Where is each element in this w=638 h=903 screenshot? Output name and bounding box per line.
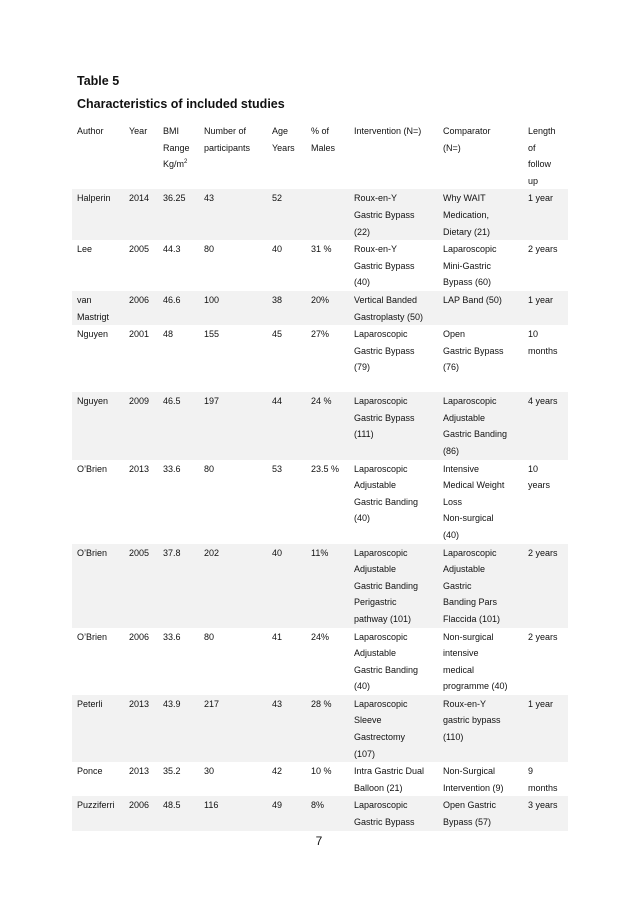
cell-line: Adjustable [354,480,397,491]
table-body [72,189,568,830]
cell-line: Roux-en-Y [354,244,398,255]
cell-comparator [438,189,523,240]
cell-line: Vertical Banded [354,294,418,305]
cell-length [523,460,568,544]
cell-line: Roux-en-Y [354,193,398,204]
cell-line: Mini-Gastric [443,260,492,271]
cell-age: 40 [267,544,306,628]
cell-line: Bypass (60) [443,277,492,288]
cell-line: (N=) [443,142,461,153]
cell-line: Why WAIT [443,193,486,204]
cell-line: 2 years [528,631,558,642]
cell-line: Laparoscopic [354,800,408,811]
cell-comparator [438,695,523,762]
cell-line: Medication, [443,209,490,220]
cell-length [523,796,568,830]
cell-age: 53 [267,460,306,544]
cell-line: Non-surgical [443,631,494,642]
cell-participants: 80 [199,460,267,544]
cell-author [72,325,124,392]
cell-line: Adjustable [354,648,397,659]
cell-author [72,240,124,291]
cell-line: Roux-en-Y [443,698,487,709]
header-year [124,122,158,189]
cell-bmi: 33.6 [158,628,199,695]
cell-bmi: 35.2 [158,762,199,796]
cell-age: 44 [267,392,306,459]
cell-line: (40) [354,277,371,288]
cell-line: intensive [443,648,479,659]
cell-comparator [438,325,523,392]
cell-line: Males [311,142,336,153]
cell-males: 10 % [306,762,349,796]
cell-line: Laparoscopic [443,396,497,407]
cell-length [523,392,568,459]
cell-line: Laparoscopic [443,244,497,255]
cell-males: 24% [306,628,349,695]
cell-line: Balloon (21) [354,782,403,793]
cell-bmi: 33.6 [158,460,199,544]
cell-participants: 202 [199,544,267,628]
cell-line: 1 year [528,294,554,305]
cell-line: (79) [354,362,371,373]
cell-year: 2014 [124,189,158,240]
cell-line: gastric bypass [443,715,501,726]
cell-line: Laparoscopic [354,396,408,407]
cell-line: 1 year [528,698,554,709]
cell-line: Non-surgical [443,513,494,524]
cell-intervention [349,796,438,830]
cell-bmi: 48.5 [158,796,199,830]
cell-comparator [438,460,523,544]
cell-line: 2 years [528,244,558,255]
cell-line: Halperin [77,193,111,204]
cell-intervention [349,628,438,695]
cell-line: (40) [354,513,371,524]
cell-males: 20% [306,291,349,325]
cell-line: Gastric Bypass [443,345,504,356]
cell-line: Medical Weight [443,480,505,491]
cell-line: Open Gastric [443,800,497,811]
cell-length [523,291,568,325]
header-comparator [438,122,523,189]
cell-line: Length [528,126,556,136]
cell-males: 31 % [306,240,349,291]
header-author [72,122,124,189]
cell-line: months [528,782,558,793]
table-caption: Characteristics of included studies [77,97,285,111]
cell-intervention [349,291,438,325]
cell-length [523,628,568,695]
cell-bmi: 43.9 [158,695,199,762]
cell-line: Dietary (21) [443,226,491,237]
cell-author [72,695,124,762]
cell-author [72,392,124,459]
cell-author [72,460,124,544]
cell-comparator [438,796,523,830]
cell-length [523,544,568,628]
cell-age: 41 [267,628,306,695]
page-number: 7 [315,834,323,848]
cell-line: months [528,345,558,356]
cell-year: 2013 [124,762,158,796]
cell-line: Nguyen [77,329,109,340]
cell-line: Laparoscopic [354,631,408,642]
cell-bmi: 48 [158,325,199,392]
cell-line: Gastric Banding [354,580,419,591]
cell-line: Gastrectomy [354,732,406,743]
cell-line: Open [443,329,466,340]
cell-line: Banding Pars [443,597,498,608]
cell-line: Year [129,126,148,136]
cell-comparator [438,392,523,459]
cell-year: 2006 [124,796,158,830]
cell-participants: 80 [199,240,267,291]
cell-intervention [349,460,438,544]
cell-year: 2006 [124,291,158,325]
cell-line: follow [528,159,552,170]
header-length [523,122,568,189]
cell-line: Sleeve [354,715,382,726]
cell-length [523,695,568,762]
cell-line: 10 [528,329,539,340]
header-bmi [158,122,199,189]
cell-length [523,189,568,240]
cell-participants: 155 [199,325,267,392]
cell-line: Age [272,126,289,136]
cell-author [72,628,124,695]
cell-line: (110) [443,732,464,743]
cell-line: Gastric Bypass [354,260,415,271]
cell-males: 28 % [306,695,349,762]
cell-line: Peterli [77,698,103,709]
cell-line: programme (40) [443,681,508,692]
cell-age: 42 [267,762,306,796]
cell-line: Adjustable [354,564,397,575]
cell-line: Gastric Bypass [354,209,415,220]
cell-line: Gastroplasty (50) [354,311,424,322]
cell-author [72,762,124,796]
cell-intervention [349,762,438,796]
cell-year: 2005 [124,544,158,628]
table-row [72,325,568,392]
cell-line: Adjustable [443,564,486,575]
table-row [72,189,568,240]
cell-males: 8% [306,796,349,830]
cell-participants: 43 [199,189,267,240]
cell-age: 38 [267,291,306,325]
cell-intervention [349,544,438,628]
cell-line: Gastric Banding [354,664,419,675]
table-row [72,240,568,291]
cell-age: 45 [267,325,306,392]
cell-line: 2 years [528,547,558,558]
cell-line: Range [163,142,190,153]
table-row [72,291,568,325]
cell-participants: 100 [199,291,267,325]
table-row [72,695,568,762]
cell-line: (76) [443,362,460,373]
table-row [72,796,568,830]
cell-line: of [528,142,536,153]
cell-line: Intervention (N=) [354,126,422,136]
cell-line: Intensive [443,463,480,474]
cell-line: Non-Surgical [443,766,496,777]
header-age [267,122,306,189]
cell-line: O’Brien [77,463,108,474]
table-label: Table 5 [77,74,120,88]
cell-line: Ponce [77,766,103,777]
table-row [72,460,568,544]
cell-line: 9 [528,766,534,777]
cell-bmi: 37.8 [158,544,199,628]
header-males [306,122,349,189]
cell-author [72,291,124,325]
cell-line: Perigastric [354,597,397,608]
cell-age: 43 [267,695,306,762]
cell-year: 2005 [124,240,158,291]
cell-line: (22) [354,226,371,237]
cell-line: Flaccida (101) [443,613,501,624]
cell-bmi: 36.25 [158,189,199,240]
header-bmi-unit-text: Kg/m [163,159,185,170]
cell-participants: 217 [199,695,267,762]
cell-line: Intervention (9) [443,782,504,793]
header-bmi-unit [163,156,196,173]
cell-participants: 197 [199,392,267,459]
cell-line: Mastrigt [77,311,110,322]
cell-line: Gastric Bypass [354,345,415,356]
cell-age: 49 [267,796,306,830]
cell-line: Puzziferri [77,800,115,811]
cell-bmi: 44.3 [158,240,199,291]
cell-comparator [438,628,523,695]
cell-participants: 116 [199,796,267,830]
cell-year: 2009 [124,392,158,459]
cell-males [306,189,349,240]
studies-table [72,122,568,831]
cell-males: 27% [306,325,349,392]
cell-line: BMI [163,126,180,136]
cell-line: participants [204,142,251,153]
cell-line: Gastric Bypass [354,817,415,828]
cell-line: Laparoscopic [354,329,408,340]
cell-line: up [528,175,539,186]
cell-line: Author [77,126,104,136]
cell-line: (40) [443,529,460,540]
cell-intervention [349,325,438,392]
cell-males: 11% [306,544,349,628]
cell-line: Intra Gastric Dual [354,766,425,777]
cell-bmi: 46.5 [158,392,199,459]
cell-age: 52 [267,189,306,240]
cell-length [523,762,568,796]
cell-line: Years [272,142,295,153]
cell-comparator [438,291,523,325]
cell-line: pathway (101) [354,613,412,624]
cell-line: O’Brien [77,631,108,642]
cell-line: Number of [204,126,247,136]
cell-intervention [349,392,438,459]
header-bmi-lines [163,123,196,156]
cell-year: 2006 [124,628,158,695]
cell-line: (111) [354,429,374,440]
cell-line: (40) [354,681,371,692]
cell-line: % of [311,126,330,136]
cell-line: 3 years [528,800,558,811]
cell-bmi: 46.6 [158,291,199,325]
cell-line: O’Brien [77,547,108,558]
cell-line: Laparoscopic [354,463,408,474]
cell-line: van [77,294,92,305]
cell-males: 24 % [306,392,349,459]
cell-line: Gastric Banding [443,429,508,440]
cell-length [523,240,568,291]
table-row [72,762,568,796]
header-intervention [349,122,438,189]
cell-line: 1 year [528,193,554,204]
cell-line: (107) [354,748,376,759]
cell-males: 23.5 % [306,460,349,544]
cell-length [523,325,568,392]
cell-line: Adjustable [443,412,486,423]
cell-line: Comparator [443,126,491,136]
cell-line: Nguyen [77,396,109,407]
header-bmi-unit-sup: 2 [184,159,188,166]
cell-participants: 80 [199,628,267,695]
cell-intervention [349,189,438,240]
cell-author [72,796,124,830]
table-row [72,392,568,459]
table-header-row [72,122,568,189]
cell-intervention [349,695,438,762]
cell-comparator [438,762,523,796]
cell-year: 2001 [124,325,158,392]
cell-line: 10 [528,463,539,474]
cell-line: (86) [443,445,460,456]
cell-comparator [438,240,523,291]
cell-line: medical [443,664,475,675]
cell-line: LAP Band (50) [443,294,502,305]
cell-year: 2013 [124,460,158,544]
cell-line: Gastric Banding [354,496,419,507]
cell-line: years [528,480,551,491]
cell-author [72,189,124,240]
cell-participants: 30 [199,762,267,796]
cell-age: 40 [267,240,306,291]
cell-line: Laparoscopic [354,698,408,709]
cell-author [72,544,124,628]
cell-line: Laparoscopic [443,547,497,558]
table-row [72,544,568,628]
cell-intervention [349,240,438,291]
cell-line: Gastric [443,580,472,591]
cell-line: Gastric Bypass [354,412,415,423]
cell-line: 4 years [528,396,558,407]
cell-line: Lee [77,244,93,255]
cell-line: Laparoscopic [354,547,408,558]
table-row [72,628,568,695]
cell-line: Loss [443,496,463,507]
cell-line: Bypass (57) [443,817,492,828]
cell-year: 2013 [124,695,158,762]
header-participants [199,122,267,189]
cell-comparator [438,544,523,628]
